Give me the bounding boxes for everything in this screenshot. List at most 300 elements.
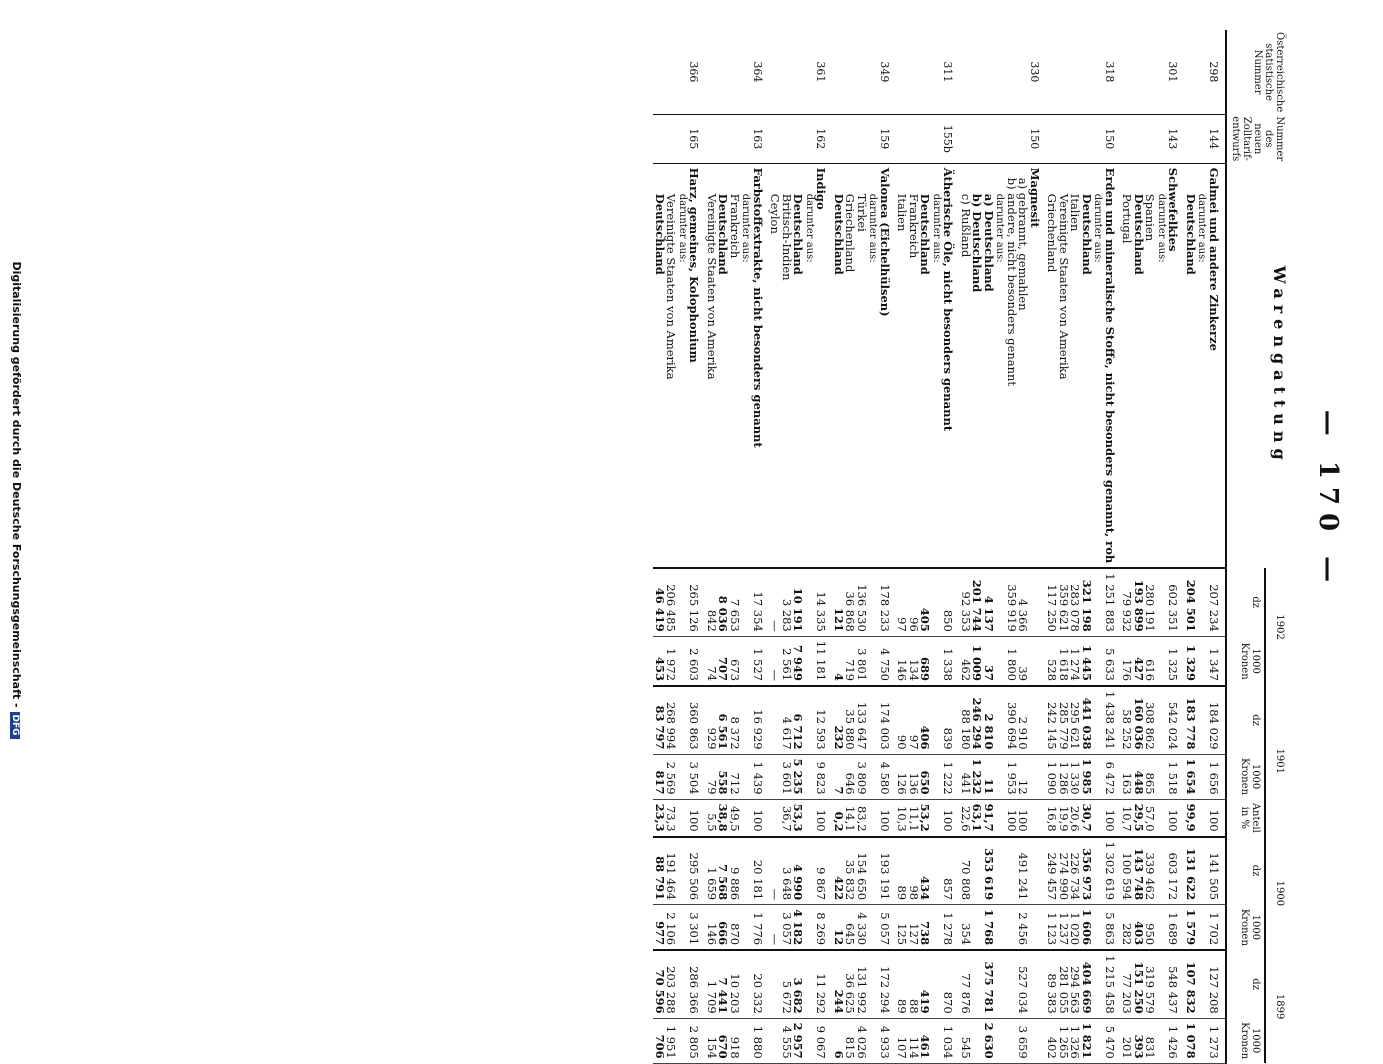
value-cell: 645 (844, 905, 856, 951)
header-year-1901: 1901 (1265, 686, 1288, 837)
table-row (960, 30, 972, 1063)
value-cell: 295 621 (1069, 686, 1081, 754)
value-cell (931, 1018, 943, 1063)
tariff-number-cell (1185, 114, 1197, 163)
goods-label-cell: Portugal (1121, 163, 1133, 568)
value-cell: 666 (717, 905, 729, 951)
tariff-number-cell (931, 114, 943, 163)
value-cell: 453 (654, 636, 666, 686)
tariff-number-cell (740, 114, 752, 163)
value-cell: 151 250 (1133, 950, 1145, 1018)
table-row (971, 30, 983, 1063)
goods-label-cell: Galmei und andere Zinkerze (1208, 163, 1227, 568)
value-cell: 136 (908, 754, 920, 799)
value-cell: 1 800 (1006, 636, 1018, 686)
value-cell (1156, 686, 1168, 754)
value-cell: 83,2 (856, 799, 868, 837)
value-cell: 127 208 (1208, 950, 1227, 1018)
value-cell: 603 172 (1167, 837, 1185, 905)
value-cell: 1 009 (971, 636, 983, 686)
value-cell: 3 601 (781, 754, 793, 799)
header-year-1899: 1899 (1265, 950, 1288, 1063)
value-cell: 1 689 (1167, 905, 1185, 951)
table-row (1029, 30, 1047, 1063)
tariff-number-cell (665, 114, 677, 163)
value-cell: 1 237 (1058, 905, 1070, 951)
goods-label-cell: Frankreich (729, 163, 741, 568)
value-cell (677, 837, 689, 905)
goods-label-cell: Deutschland (1185, 163, 1197, 568)
value-cell: 1 985 (1081, 754, 1093, 799)
value-cell: 4 750 (879, 636, 897, 686)
goods-label-cell: darunter aus: (1092, 163, 1104, 568)
value-cell (804, 837, 816, 905)
value-cell: 136 530 (856, 568, 868, 636)
stat-number-cell (1144, 30, 1156, 114)
value-cell: 5 470 (1104, 1018, 1122, 1063)
value-cell: 174 003 (879, 686, 897, 754)
value-cell (971, 1018, 983, 1063)
value-cell: 11 (983, 754, 995, 799)
value-cell: 1 123 (1046, 905, 1058, 951)
value-cell: 5 235 (792, 754, 804, 799)
value-cell (804, 686, 816, 754)
value-cell: 842 (706, 568, 718, 636)
value-cell: 4 182 (792, 905, 804, 951)
value-cell: 1 880 (752, 1018, 770, 1063)
value-cell: 1 656 (1208, 754, 1227, 799)
tariff-number-cell: 165 (688, 114, 706, 163)
value-cell: 3 057 (781, 905, 793, 951)
stat-number-cell (1121, 30, 1133, 114)
value-cell: 929 (706, 686, 718, 754)
value-cell: 2 805 (688, 1018, 706, 1063)
value-cell (1006, 950, 1018, 1018)
goods-label-cell: Vereinigte Staaten von Amerika (1058, 163, 1070, 568)
value-cell: 96 (908, 568, 920, 636)
table-row (706, 30, 718, 1063)
value-cell: 918 (729, 1018, 741, 1063)
tariff-number-cell (1121, 114, 1133, 163)
value-cell: 2 603 (688, 636, 706, 686)
value-cell: 5 633 (1104, 636, 1122, 686)
header-dz: dz (1226, 837, 1265, 905)
value-cell: 8 036 (717, 568, 729, 636)
stat-number-cell (1133, 30, 1145, 114)
value-cell: 5 057 (879, 905, 897, 951)
header-dz: dz (1226, 568, 1265, 636)
stat-number-cell: 366 (688, 30, 706, 114)
stat-number-cell (740, 30, 752, 114)
goods-label-cell: Ätherische Öle, nicht besonders genannt (942, 163, 960, 568)
value-cell: 9 823 (815, 754, 833, 799)
value-cell (1092, 1018, 1104, 1063)
value-cell: 23,3 (654, 799, 666, 837)
table-row (1121, 30, 1133, 1063)
value-cell: 4 366 (1017, 568, 1029, 636)
goods-label-cell: darunter aus: (804, 163, 816, 568)
value-cell: 1 232 (971, 754, 983, 799)
table-row (1104, 30, 1122, 1063)
value-cell: 2 456 (1017, 905, 1029, 951)
stat-number-cell (804, 30, 816, 114)
value-cell: 404 669 (1081, 950, 1093, 1018)
value-cell (677, 568, 689, 636)
value-cell: 35 880 (844, 686, 856, 754)
value-cell: 11 181 (815, 636, 833, 686)
value-cell (677, 754, 689, 799)
stat-number-cell (867, 30, 879, 114)
value-cell: 92 353 (960, 568, 972, 636)
value-cell: 39 (1017, 636, 1029, 686)
tariff-number-cell (960, 114, 972, 163)
value-cell: 14 335 (815, 568, 833, 636)
tariff-number-cell (908, 114, 920, 163)
value-cell: 98 (908, 837, 920, 905)
value-cell (931, 568, 943, 636)
tariff-number-cell (983, 114, 995, 163)
stat-number-cell: 318 (1104, 30, 1122, 114)
value-cell: 37 (983, 636, 995, 686)
value-cell: 308 862 (1144, 686, 1156, 754)
goods-label-cell: darunter aus: (677, 163, 689, 568)
value-cell: 12 (833, 905, 845, 951)
goods-label-cell: b) andere, nicht besonders genannt (1006, 163, 1018, 568)
value-cell: 83 797 (654, 686, 666, 754)
value-cell: 79 932 (1121, 568, 1133, 636)
goods-label-cell: Deutschland (717, 163, 729, 568)
value-cell: 441 (960, 754, 972, 799)
value-cell: 9 886 (729, 837, 741, 905)
goods-label-cell: Indigo (815, 163, 833, 568)
stat-number-cell (792, 30, 804, 114)
value-cell: 673 (729, 636, 741, 686)
value-cell: 9 067 (815, 1018, 833, 1063)
value-cell: 2 561 (781, 636, 793, 686)
value-cell: 88 180 (960, 686, 972, 754)
value-cell: 1 527 (752, 636, 770, 686)
value-cell: — (769, 837, 781, 905)
value-cell: 1 090 (1046, 754, 1058, 799)
value-cell: 1 347 (1208, 636, 1227, 686)
stat-number-cell (896, 30, 908, 114)
table-row (1156, 30, 1168, 1063)
value-cell (677, 686, 689, 754)
stat-number-cell (1185, 30, 1197, 114)
value-cell (931, 636, 943, 686)
value-cell (1156, 568, 1168, 636)
value-cell (769, 799, 781, 837)
table-row (1167, 30, 1185, 1063)
value-cell: 30,7 (1081, 799, 1093, 837)
value-cell: 172 294 (879, 950, 897, 1018)
value-cell: 0,2 (833, 799, 845, 837)
value-cell: 689 (919, 636, 931, 686)
value-cell: 99,9 (1185, 799, 1197, 837)
value-cell (1029, 636, 1047, 686)
value-cell: 815 (844, 1018, 856, 1063)
header-kronen: 1000 Kronen (1226, 636, 1265, 686)
goods-label-cell: Deutschland (792, 163, 804, 568)
tariff-number-cell (677, 114, 689, 163)
statistics-table (654, 30, 1289, 1064)
value-cell (769, 1018, 781, 1063)
table-row (1208, 30, 1227, 1063)
value-cell: 11 292 (815, 950, 833, 1018)
value-cell: 1 222 (942, 754, 960, 799)
value-cell: 405 (919, 568, 931, 636)
value-cell (1156, 754, 1168, 799)
value-cell: 89 (896, 950, 908, 1018)
value-cell: 246 294 (971, 686, 983, 754)
table-row (942, 30, 960, 1063)
table-row (1185, 30, 1197, 1063)
value-cell: 4 (833, 636, 845, 686)
value-cell: 117 250 (1046, 568, 1058, 636)
value-cell: 73,3 (665, 799, 677, 837)
tariff-number-cell (867, 114, 879, 163)
tariff-number-cell (1046, 114, 1058, 163)
value-cell: 100 (942, 799, 960, 837)
tariff-number-cell (654, 114, 666, 163)
value-cell: 16 929 (752, 686, 770, 754)
stat-number-cell (1058, 30, 1070, 114)
tariff-number-cell (833, 114, 845, 163)
tariff-number-cell (792, 114, 804, 163)
goods-label-cell: darunter aus: (1156, 163, 1168, 568)
value-cell: 100 (1167, 799, 1185, 837)
value-cell: 422 (833, 837, 845, 905)
table-row (654, 30, 666, 1063)
value-cell (677, 950, 689, 1018)
goods-label-cell: Valonea (Eichelhülsen) (879, 163, 897, 568)
value-cell: 193 191 (879, 837, 897, 905)
value-cell: 12 (1017, 754, 1029, 799)
value-cell: 146 (896, 636, 908, 686)
header-year-1902: 1902 (1265, 568, 1288, 686)
value-cell (769, 686, 781, 754)
value-cell: 193 899 (1133, 568, 1145, 636)
value-cell: 1 654 (1185, 754, 1197, 799)
value-cell: 857 (942, 837, 960, 905)
goods-label-cell: Deutschland (919, 163, 931, 568)
value-cell: 406 (919, 686, 931, 754)
value-cell: 7 (833, 754, 845, 799)
value-cell: 1 439 (752, 754, 770, 799)
stat-number-cell (908, 30, 920, 114)
value-cell: 283 078 (1069, 568, 1081, 636)
value-cell: 286 366 (688, 950, 706, 1018)
value-cell: 6 561 (717, 686, 729, 754)
value-cell: 850 (942, 568, 960, 636)
value-cell: 53,3 (792, 799, 804, 837)
tariff-number-cell (856, 114, 868, 163)
value-cell: 207 234 (1208, 568, 1227, 636)
value-cell: 178 233 (879, 568, 897, 636)
stat-number-cell: 301 (1167, 30, 1185, 114)
table-row (740, 30, 752, 1063)
value-cell (804, 636, 816, 686)
goods-label-cell: Ceylon (769, 163, 781, 568)
tariff-number-cell (919, 114, 931, 163)
value-cell: 184 029 (1208, 686, 1227, 754)
tariff-number-cell (1058, 114, 1070, 163)
value-cell: 8 269 (815, 905, 833, 951)
value-cell (804, 799, 816, 837)
value-cell: 58 252 (1121, 686, 1133, 754)
stat-number-cell (983, 30, 995, 114)
value-cell: 38,8 (717, 799, 729, 837)
value-cell: 3 648 (781, 837, 793, 905)
value-cell: 46 419 (654, 568, 666, 636)
value-cell (931, 754, 943, 799)
value-cell (931, 837, 943, 905)
stat-number-cell (1081, 30, 1093, 114)
value-cell: 22,6 (960, 799, 972, 837)
value-cell: 434 (919, 837, 931, 905)
value-cell: 201 744 (971, 568, 983, 636)
goods-label-cell: Magnesit (1029, 163, 1047, 568)
value-cell: 1 274 (1069, 636, 1081, 686)
goods-label-cell: Britisch-Indien (781, 163, 793, 568)
tariff-number-cell (971, 114, 983, 163)
value-cell: 191 464 (665, 837, 677, 905)
value-cell: 53,2 (919, 799, 931, 837)
table-row (729, 30, 741, 1063)
value-cell: 1 972 (665, 636, 677, 686)
stat-number-cell (654, 30, 666, 114)
value-cell: 839 (942, 686, 960, 754)
value-cell: 100 (1208, 799, 1227, 837)
value-cell: 183 778 (1185, 686, 1197, 754)
value-cell: 548 437 (1167, 950, 1185, 1018)
tariff-number-cell: 163 (752, 114, 770, 163)
goods-label-cell: Türkei (856, 163, 868, 568)
value-cell: 646 (844, 754, 856, 799)
value-cell: 1 579 (1185, 905, 1197, 951)
stat-number-cell (677, 30, 689, 114)
table-row (769, 30, 781, 1063)
stat-number-cell: 349 (879, 30, 897, 114)
value-cell: 3 682 (792, 950, 804, 1018)
value-cell (867, 1018, 879, 1063)
value-cell: 817 (654, 754, 666, 799)
value-cell: — (769, 568, 781, 636)
value-cell (804, 1018, 816, 1063)
table-row (804, 30, 816, 1063)
table-row (856, 30, 868, 1063)
tariff-number-cell (1006, 114, 1018, 163)
value-cell: 100 (1104, 799, 1122, 837)
value-cell: 4 580 (879, 754, 897, 799)
value-cell: 1 618 (1058, 636, 1070, 686)
value-cell: 831 (1144, 1018, 1156, 1063)
header-year-1900: 1900 (1265, 837, 1288, 951)
stat-number-cell (665, 30, 677, 114)
tariff-number-cell (804, 114, 816, 163)
value-cell: 354 (960, 905, 972, 951)
value-cell: 203 288 (665, 950, 677, 1018)
value-cell: 3 283 (781, 568, 793, 636)
value-cell (677, 905, 689, 951)
table-row (867, 30, 879, 1063)
value-cell: 707 (717, 636, 729, 686)
value-cell: 294 563 (1069, 950, 1081, 1018)
stat-number-cell (919, 30, 931, 114)
value-cell: 4 137 (983, 568, 995, 636)
value-cell: 977 (654, 905, 666, 951)
value-cell: 107 (896, 1018, 908, 1063)
value-cell: 36 625 (844, 950, 856, 1018)
value-cell: 70 808 (960, 837, 972, 905)
goods-label-cell: b) Deutschland (971, 163, 983, 568)
goods-label-cell: Schwefelkies (1167, 163, 1185, 568)
table-row (1081, 30, 1093, 1063)
value-cell: 57,0 (1144, 799, 1156, 837)
value-cell: 402 (1046, 1018, 1058, 1063)
value-cell: 97 (896, 568, 908, 636)
goods-label-cell: a) Deutschland (983, 163, 995, 568)
value-cell: 285 779 (1058, 686, 1070, 754)
header-dz: dz (1226, 686, 1265, 754)
value-cell: 1 326 (1069, 1018, 1081, 1063)
stat-number-cell: 298 (1208, 30, 1227, 114)
value-cell (1029, 905, 1047, 951)
value-cell: 154 (706, 1018, 718, 1063)
value-cell: 89 383 (1046, 950, 1058, 1018)
value-cell: 107 832 (1185, 950, 1197, 1018)
stat-number-cell: 330 (1029, 30, 1047, 114)
value-cell: 4 026 (856, 1018, 868, 1063)
tariff-number-cell: 155b (942, 114, 960, 163)
stat-number-cell (1196, 30, 1208, 114)
stat-number-cell (1069, 30, 1081, 114)
value-cell: 204 501 (1185, 568, 1197, 636)
value-cell: 16,8 (1046, 799, 1058, 837)
goods-label-cell: Deutschland (833, 163, 845, 568)
value-cell (1156, 905, 1168, 951)
stat-number-cell (931, 30, 943, 114)
value-cell: 20 181 (752, 837, 770, 905)
tariff-number-cell (1017, 114, 1029, 163)
stat-number-cell: 364 (752, 30, 770, 114)
header-anteil: Anteil in % (1226, 799, 1265, 837)
tariff-number-cell: 150 (1104, 114, 1122, 163)
value-cell (769, 950, 781, 1018)
tariff-number-cell (1081, 114, 1093, 163)
page-number: — 170 — (1313, 409, 1343, 591)
value-cell: 3 301 (688, 905, 706, 951)
table-row (1144, 30, 1156, 1063)
value-cell: 20 332 (752, 950, 770, 1018)
value-cell: 321 198 (1081, 568, 1093, 636)
value-cell: 427 (1133, 636, 1145, 686)
value-cell: 8 372 (729, 686, 741, 754)
value-cell: 268 994 (665, 686, 677, 754)
stat-number-cell: 311 (942, 30, 960, 114)
tariff-number-cell (1133, 114, 1145, 163)
value-cell: 319 579 (1144, 950, 1156, 1018)
value-cell (804, 754, 816, 799)
value-cell (931, 905, 943, 951)
value-cell: — (769, 636, 781, 686)
value-cell: 5 672 (781, 950, 793, 1018)
value-cell (1029, 799, 1047, 837)
value-cell: 114 (908, 1018, 920, 1063)
value-cell: 77 876 (960, 950, 972, 1018)
stat-number-cell (1046, 30, 1058, 114)
value-cell: 6 472 (1104, 754, 1122, 799)
